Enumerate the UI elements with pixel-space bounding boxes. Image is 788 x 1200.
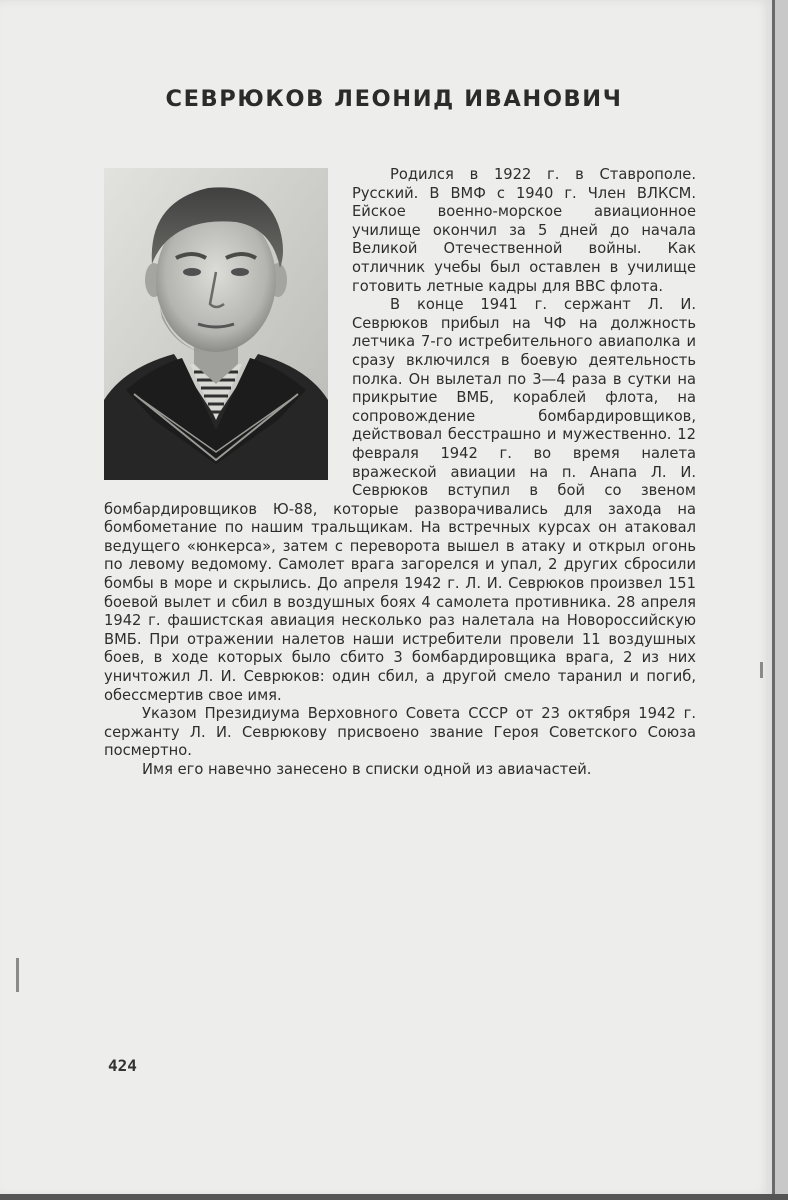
bio-paragraph-4: Имя его навечно занесено в списки одной из авиачастей. (142, 761, 592, 778)
bio-paragraph-1: Родился в 1922 г. в Ставрополе. Русский. В ВМФ с 1940 г. Член ВЛКСМ. Ейское военно-морское авиационное училище окончил за 5 дней до начала Великой Отечественной войны. Как отличник учебы был оставлен в училище готовить летные кадры для ВВС флота. (352, 166, 696, 295)
scan-edge-mark (760, 662, 763, 678)
page-number: 424 (108, 1056, 137, 1075)
biography-text (104, 166, 696, 780)
bio-paragraph-2: В конце 1941 г. сержант Л. И. Севрюков прибыл на ЧФ на должность летчика 7-го истребительного авиаполка и сразу включился в боевую деятельность полка. Он вылетал по 3—4 раза в сутки на прикрытие ВМБ, кораблей флота, на сопровождение бомбардировщиков, действовал бесстрашно и мужественно. 12 февраля 1942 г. во время налета вражеской авиации на п. Анапа Л. И. Севрюков вступил в бой со звеном бомбардировщиков Ю-88, которые разворачивались для захода на бомбометание по нашим тральщикам. На встречных курсах он атаковал ведущего «юнкерса», затем с переворота вышел в атаку и открыл огонь по левому ведомому. Самолет врага загорелся и упал, 2 других сбросили бомбы в море и скрылись. До апреля 1942 г. Л. И. Севрюков произвел 151 боевой вылет и сбил в воздушных боях 4 самолета противника. 28 апреля 1942 г. фашистская авиация несколько раз налетала на Новороссийскую ВМБ. При отражении налетов наши истребители провели 11 воздушных боев, в ходе которых было сбито 3 бомбардировщика врага, 2 из них уничтожил Л. И. Севрюков: один сбил, а другой смело таранил и погиб, обессмертив свое имя. (104, 296, 696, 704)
bio-paragraph-3: Указом Президиума Верховного Совета СССР от 23 октября 1942 г. сержанту Л. И. Севрюкову присвоено звание Героя Советского Союза посмертно. (104, 705, 696, 760)
page-bottom-edge (0, 1194, 788, 1200)
page-title: СЕВРЮКОВ ЛЕОНИД ИВАНОВИЧ (165, 86, 623, 112)
scan-edge-mark (16, 958, 19, 992)
photo-text-wrap-spacer (104, 166, 352, 498)
